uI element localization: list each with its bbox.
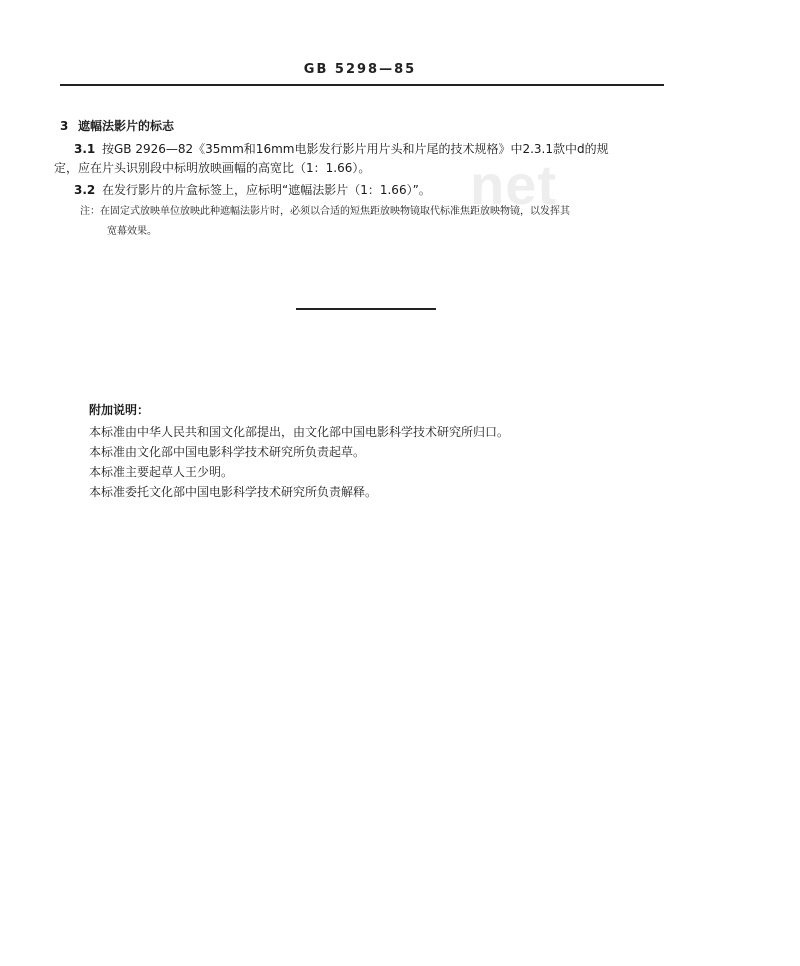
appendix-notes — [89, 400, 649, 502]
section-title: 遮幅法影片的标志 — [78, 119, 175, 133]
clause-text-line1: 在发行影片的片盒标签上，应标明“遮幅法影片（1：1.66）”。 — [102, 183, 431, 197]
standard-code-header: GB 5298—85 — [303, 62, 417, 77]
note-text-line2: 宽幕效果。 — [107, 226, 157, 237]
clause-text-line1: 按GB 2926—82《35mm和16mm电影发行影片用片头和片尾的技术规格》中2.3.1款中d的规 — [102, 142, 609, 156]
appendix-title: 附加说明： — [89, 403, 150, 417]
clause-number: 3.2 — [74, 183, 96, 197]
clause-number: 3.1 — [74, 142, 96, 156]
clause-3-1 — [54, 140, 684, 178]
appendix-line: 本标准由中华人民共和国文化部提出，由文化部中国电影科学技术研究所归口。 — [89, 425, 510, 439]
note-text-line1: 在固定式放映单位放映此种遮幅法影片时，必须以合适的短焦距放映物镜取代标准焦距放映物镜，以发挥其 — [100, 206, 570, 217]
appendix-line: 本标准主要起草人王少明。 — [89, 465, 234, 479]
clause-3-2 — [74, 181, 684, 200]
note-block — [80, 202, 680, 242]
appendix-line: 本标准由文化部中国电影科学技术研究所负责起草。 — [89, 445, 366, 459]
section-heading — [60, 117, 174, 134]
end-of-standard-rule — [296, 308, 436, 310]
section-number: 3 — [60, 119, 69, 133]
header-divider — [60, 84, 664, 86]
appendix-line: 本标准委托文化部中国电影科学技术研究所负责解释。 — [89, 485, 378, 499]
note-label: 注： — [80, 206, 100, 217]
watermark-text: net — [470, 153, 557, 216]
clause-text-line2: 定，应在片头识别段中标明放映画幅的高宽比（1：1.66）。 — [54, 161, 371, 175]
